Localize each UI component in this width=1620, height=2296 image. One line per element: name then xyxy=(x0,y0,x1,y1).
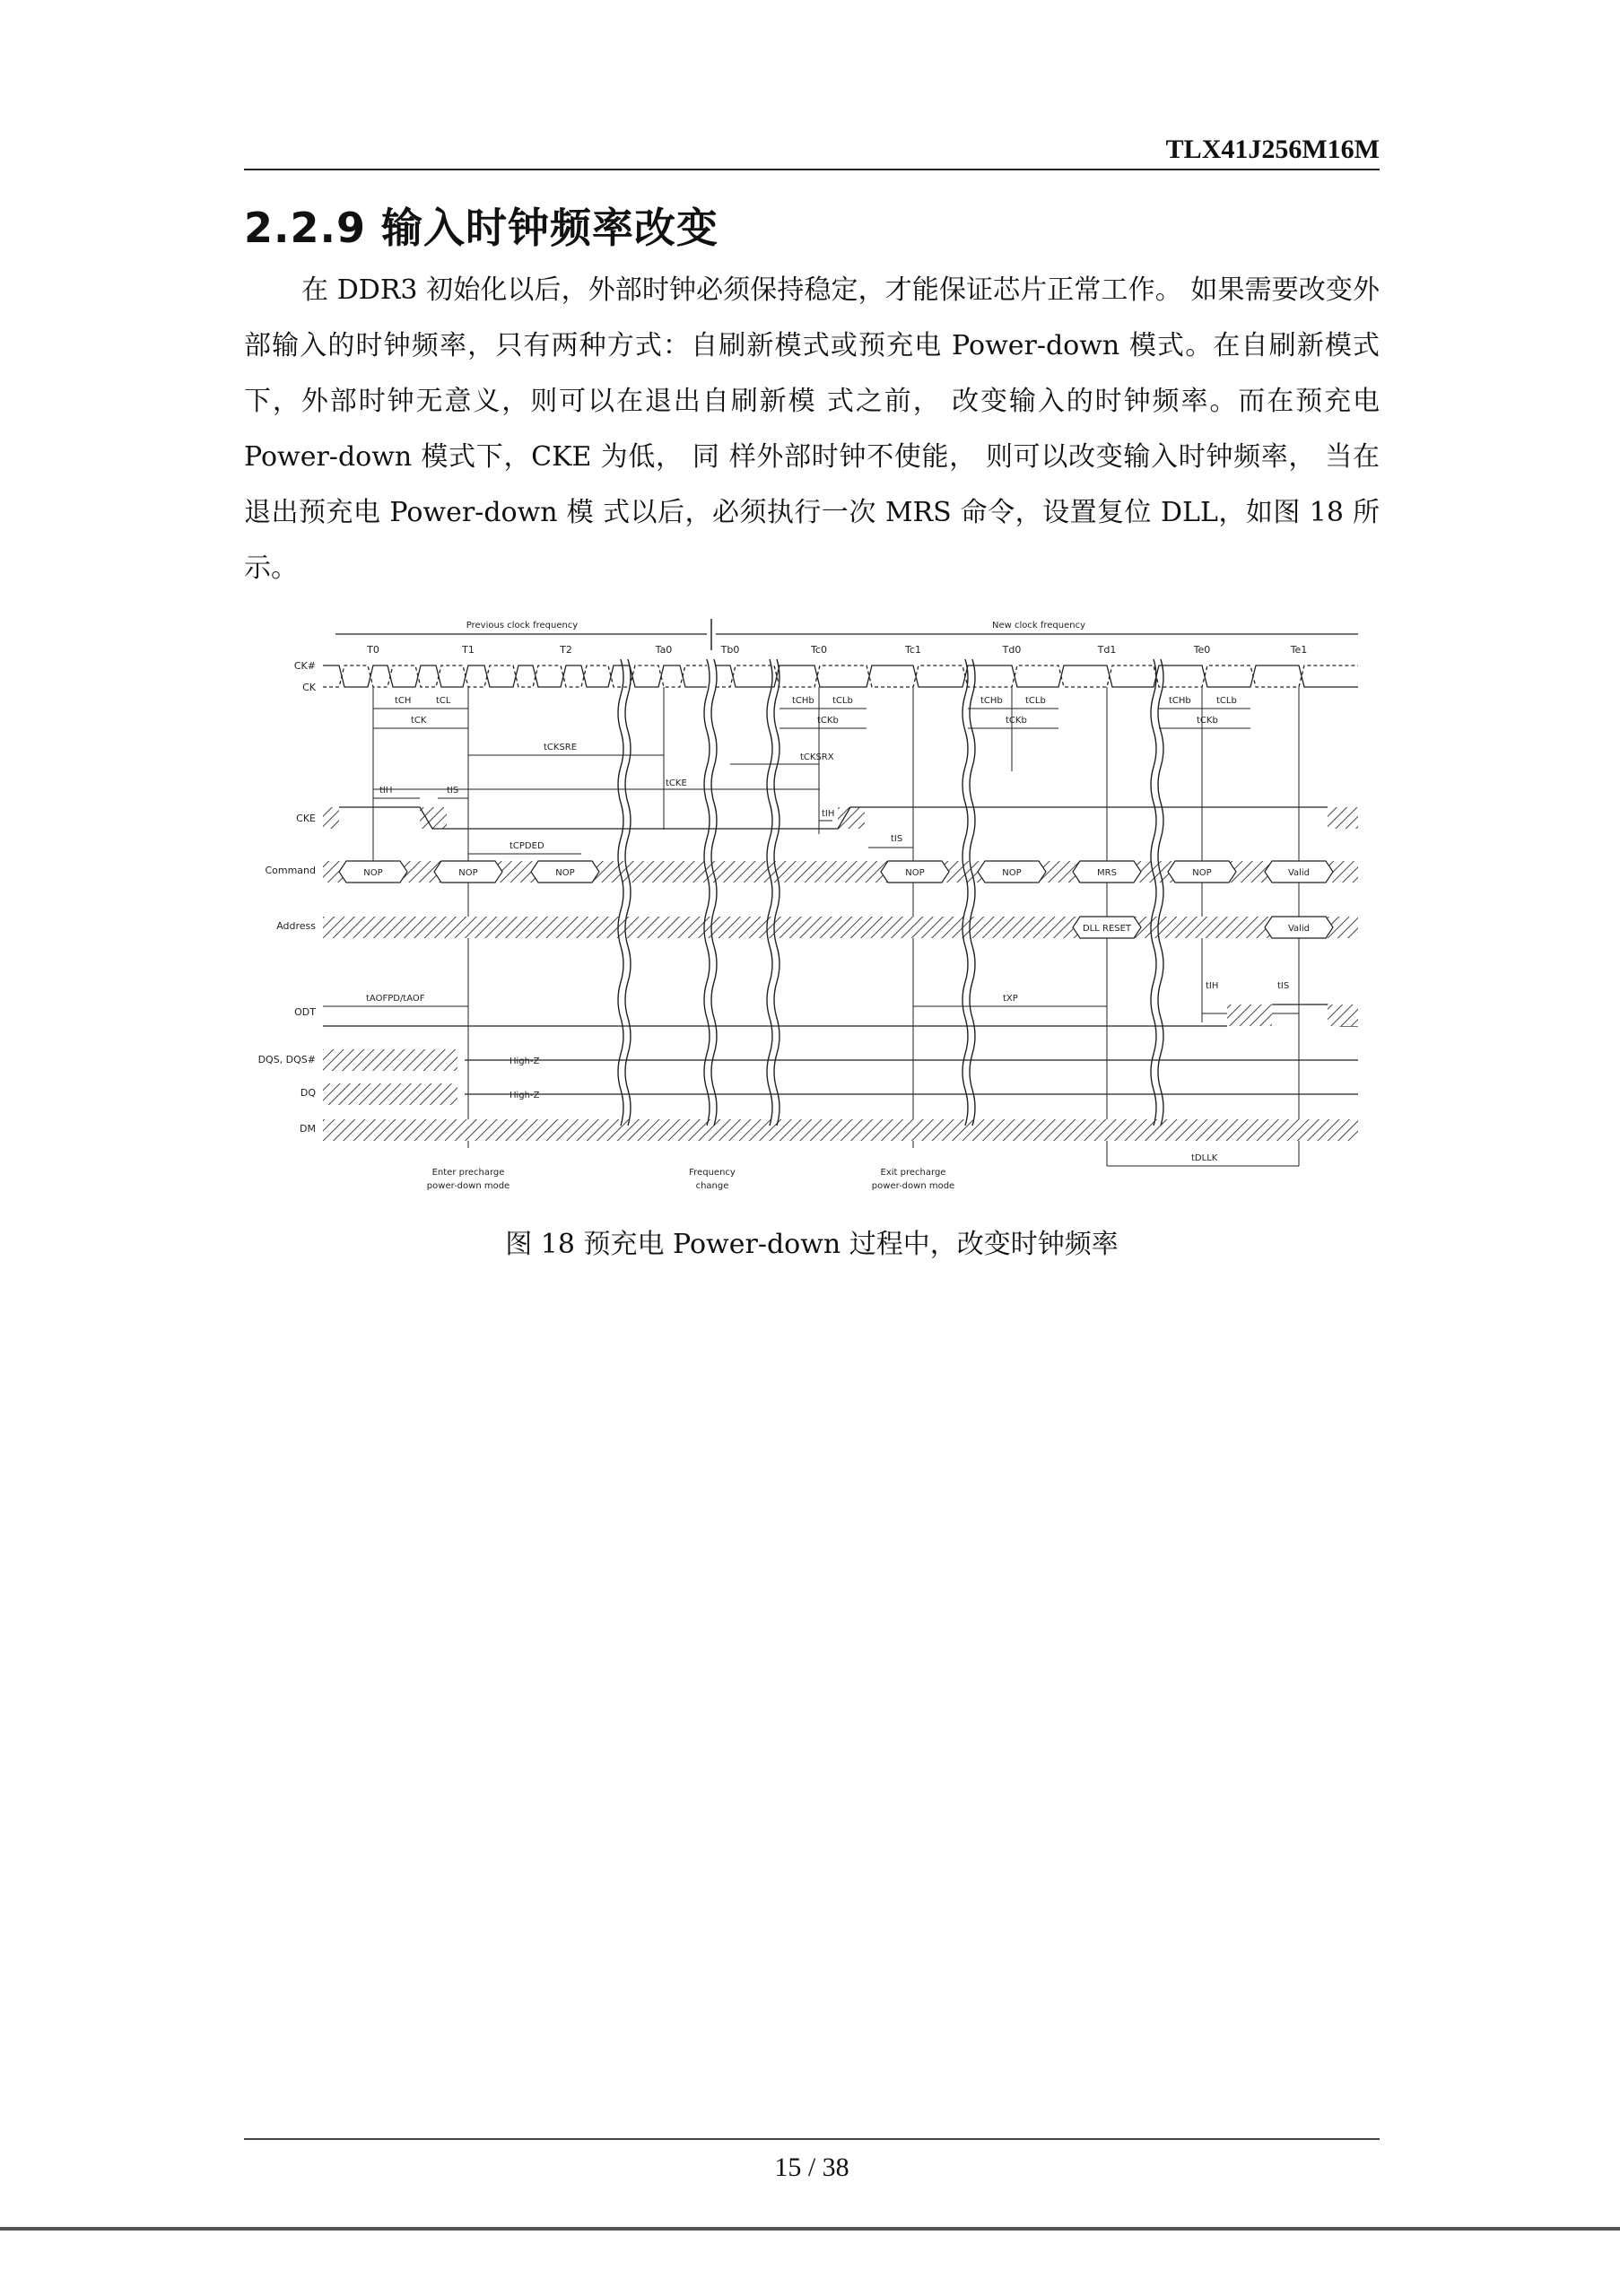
event-enter-line1: Enter precharge xyxy=(431,1168,505,1178)
event-enter-line2: power-down mode xyxy=(426,1181,510,1191)
timing-label-tcl: tCL xyxy=(436,696,451,706)
timing-label-tcksre: tCKSRE xyxy=(544,743,578,752)
page-bottom-rule xyxy=(0,2227,1620,2231)
timing-label-tchb: tCHb xyxy=(1169,696,1191,706)
timing-label-tckb: tCKb xyxy=(1197,716,1218,726)
clock-tick-labels xyxy=(366,644,1307,656)
address-bus xyxy=(323,917,1358,938)
page-footer xyxy=(244,2138,1380,2182)
timing-label-tis: tIS xyxy=(1277,981,1290,991)
command-nop: NOP xyxy=(905,868,925,878)
signal-labels xyxy=(258,660,317,1135)
timing-label-tis: tIS xyxy=(891,834,903,844)
address-dll-reset: DLL RESET xyxy=(1082,924,1132,934)
timing-label-tis: tIS xyxy=(447,786,459,796)
new-frequency-label: New clock frequency xyxy=(991,621,1086,631)
tick-label: Ta0 xyxy=(655,644,673,656)
timing-label-tih: tIH xyxy=(822,809,835,819)
tick-label: Tb0 xyxy=(720,644,740,656)
timing-diagram-figure xyxy=(257,610,1381,1202)
document-id: TLX41J256M16M xyxy=(1165,135,1380,164)
odt-waveform xyxy=(323,1004,1358,1026)
signal-label-command: Command xyxy=(265,865,316,876)
tick-label: T0 xyxy=(367,644,379,656)
clock-waveform xyxy=(323,665,1358,687)
signal-label-cke: CKE xyxy=(296,813,316,824)
timing-label-tch: tCH xyxy=(395,696,412,706)
command-valid: Valid xyxy=(1287,868,1311,878)
figure-caption: 图 18 预充电 Power-down 过程中，改变时钟频率 xyxy=(505,1229,1119,1260)
command-nop: NOP xyxy=(1192,868,1212,878)
section-title: 2.2.9 输入时钟频率改变 xyxy=(244,204,719,252)
timing-label-tckb: tCKb xyxy=(817,716,839,726)
tick-label: T2 xyxy=(560,644,572,656)
timing-label-tckb: tCKb xyxy=(1006,716,1027,726)
event-exit-line2: power-down mode xyxy=(871,1181,955,1191)
signal-label-dq: DQ xyxy=(300,1087,316,1099)
signal-label-dm: DM xyxy=(300,1123,316,1135)
time-break-marks xyxy=(618,659,1163,1126)
tick-label: Te1 xyxy=(1290,644,1308,656)
dq-high-z: High-Z xyxy=(510,1091,540,1100)
signal-label-ck: CK xyxy=(302,682,316,693)
command-nop: NOP xyxy=(458,868,478,878)
command-nop: NOP xyxy=(1002,868,1022,878)
timing-label-tclb: tCLb xyxy=(1025,696,1046,706)
timing-label-tclb: tCLb xyxy=(832,696,853,706)
tick-label: Td0 xyxy=(1002,644,1022,656)
signal-label-odt: ODT xyxy=(294,1006,316,1018)
tick-label: Tc0 xyxy=(811,644,827,656)
signal-label-dqs: DQS, DQS# xyxy=(257,1054,316,1065)
command-nop: NOP xyxy=(555,868,575,878)
tick-label: Td1 xyxy=(1097,644,1117,656)
signal-label-ck-bar: CK# xyxy=(293,660,316,672)
timing-label-taofpd: tAOFPD/tAOF xyxy=(366,994,425,1004)
data-bus xyxy=(323,1049,1358,1141)
timing-label-tck: tCK xyxy=(411,716,427,726)
timing-label-tdllk: tDLLK xyxy=(1191,1153,1218,1163)
command-nop: NOP xyxy=(363,868,383,878)
tick-label: Te0 xyxy=(1193,644,1211,656)
event-exit-line1: Exit precharge xyxy=(880,1168,946,1178)
tick-label: Tc1 xyxy=(905,644,921,656)
section-body: 在 DDR3 初始化以后，外部时钟必须保持稳定，才能保证芯片正常工作。 如果需要改变外部输入的时钟频率，只有两种方式：自刷新模式或预充电 Power-down 模式。在自刷新模式下，外部时钟无意义，则可以在退出自刷新模 式之前， 改变输入的时钟频率。而在预充电 Power-down 模式下，CKE 为低， 同 样外部时钟不使能， 则可以改变输入时钟频率， 当在退出预充电 Power-down 模 式以后，必须执行一次 MRS 命令，设置复位 DLL，如图 18 所示。 xyxy=(244,274,1380,584)
timing-label-tih: tIH xyxy=(1206,981,1219,991)
event-labels xyxy=(427,1168,954,1191)
timing-diagram xyxy=(257,610,1381,1202)
command-mrs: MRS xyxy=(1097,868,1117,878)
event-frequency-line1: Frequency xyxy=(689,1168,736,1178)
command-bus xyxy=(323,861,1358,883)
timing-label-tcksrx: tCKSRX xyxy=(800,752,834,762)
dqs-high-z: High-Z xyxy=(510,1057,540,1066)
page-header xyxy=(244,133,1380,170)
previous-frequency-label: Previous clock frequency xyxy=(466,621,579,631)
timing-label-tclb: tCLb xyxy=(1216,696,1237,706)
address-valid: Valid xyxy=(1287,924,1311,934)
timing-label-tchb: tCHb xyxy=(980,696,1003,706)
page-number: 15 / 38 xyxy=(774,2152,849,2182)
timing-label-tcpded: tCPDED xyxy=(510,841,544,851)
timing-label-tih: tIH xyxy=(379,786,393,796)
signal-label-address: Address xyxy=(276,920,316,932)
timing-label-txp: tXP xyxy=(1003,994,1018,1004)
timing-label-tcke: tCKE xyxy=(666,778,687,788)
tick-label: T1 xyxy=(462,644,475,656)
cke-waveform xyxy=(323,807,1358,829)
timing-label-tchb: tCHb xyxy=(792,696,814,706)
event-frequency-line2: change xyxy=(695,1181,729,1191)
